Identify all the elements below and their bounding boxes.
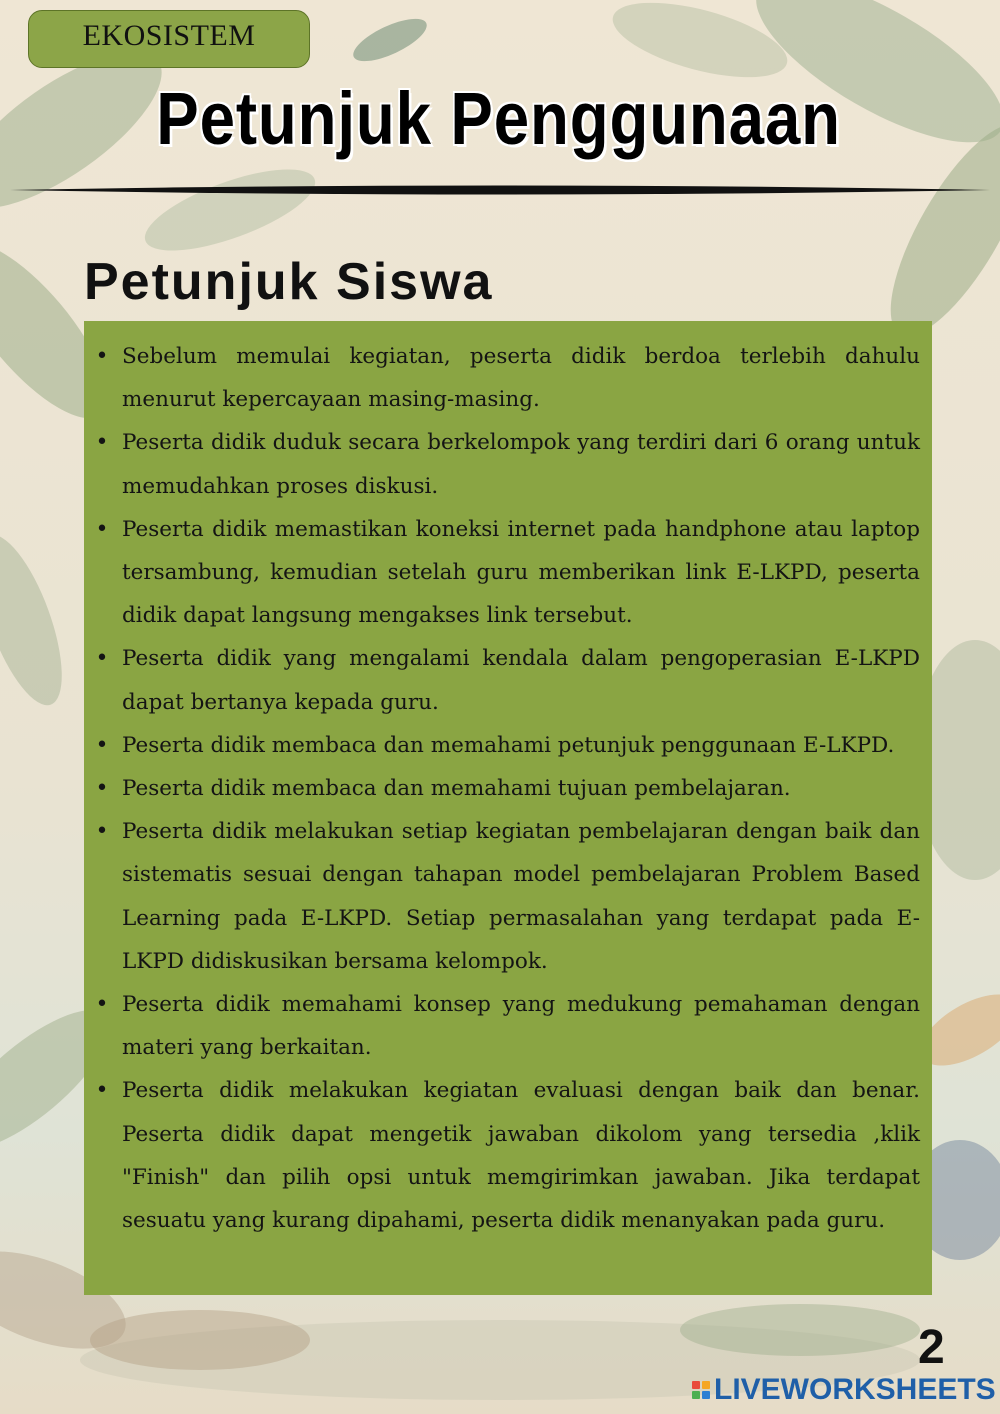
list-item <box>95 810 920 983</box>
topic-tag: EKOSISTEM <box>28 10 310 68</box>
instruction-text: Peserta didik duduk secara berkelompok yang terdiri dari 6 orang untuk memudahkan proses diskusi. <box>122 430 920 499</box>
list-item <box>95 637 920 723</box>
list-item <box>95 508 920 638</box>
instruction-text: Peserta didik memahami konsep yang medukung pemahaman dengan materi yang berkaitan. <box>122 992 920 1061</box>
title-divider <box>10 182 990 198</box>
bullet-icon: • <box>95 646 109 672</box>
instruction-text: Peserta didik yang mengalami kendala dalam pengoperasian E-LKPD dapat bertanya kepada guru. <box>122 646 920 715</box>
page-number: 2 <box>918 1321 945 1374</box>
bullet-icon: • <box>95 430 109 456</box>
instruction-text: Sebelum memulai kegiatan, peserta didik berdoa terlebih dahulu menurut kepercayaan masing-masing. <box>122 344 920 413</box>
bullet-icon: • <box>95 516 109 542</box>
instructions-list <box>95 335 920 1242</box>
list-item <box>95 724 920 767</box>
list-item <box>95 335 920 421</box>
instruction-text: Peserta didik membaca dan memahami tujuan pembelajaran. <box>122 776 791 802</box>
liveworksheets-watermark <box>692 1370 996 1410</box>
section-subtitle: Petunjuk Siswa <box>84 253 494 311</box>
list-item <box>95 421 920 507</box>
instruction-text: Peserta didik membaca dan memahami petunjuk penggunaan E-LKPD. <box>122 732 895 758</box>
bullet-icon: • <box>95 776 109 802</box>
instruction-text: Peserta didik melakukan kegiatan evaluasi dengan baik dan benar. Peserta didik dapat mengetik jawaban dikolom yang tersedia ,klik "Finish" dan pilih opsi untuk memgirimkan jawaban. Jika terdapat sesuatu yang kurang dipahami, peserta didik menanyakan pada guru. <box>122 1078 920 1234</box>
bullet-icon: • <box>95 819 109 845</box>
list-item <box>95 1069 920 1242</box>
bullet-icon: • <box>95 344 109 369</box>
list-item <box>95 767 920 810</box>
bullet-icon: • <box>95 992 109 1018</box>
bullet-icon: • <box>95 1078 109 1104</box>
bullet-icon: • <box>95 732 109 758</box>
page-title: Petunjuk Penggunaan <box>156 77 841 160</box>
instruction-text: Peserta didik memastikan koneksi internet pada handphone atau laptop tersambung, kemudian setelah guru memberikan link E-LKPD, peserta didik dapat langsung mengakses link tersebut. <box>122 516 920 629</box>
list-item <box>95 983 920 1069</box>
liveworksheets-logo-icon <box>692 1381 710 1399</box>
instruction-text: Peserta didik melakukan setiap kegiatan pembelajaran dengan baik dan sistematis sesuai dengan tahapan model pembelajaran Problem Based Learning pada E-LKPD. Setiap permasalahan yang terdapat pada E-LKPD didiskusikan bersama kelompok. <box>122 819 920 974</box>
watermark-text: LIVEWORKSHEETS <box>714 1373 996 1406</box>
instructions-panel <box>84 321 932 1295</box>
